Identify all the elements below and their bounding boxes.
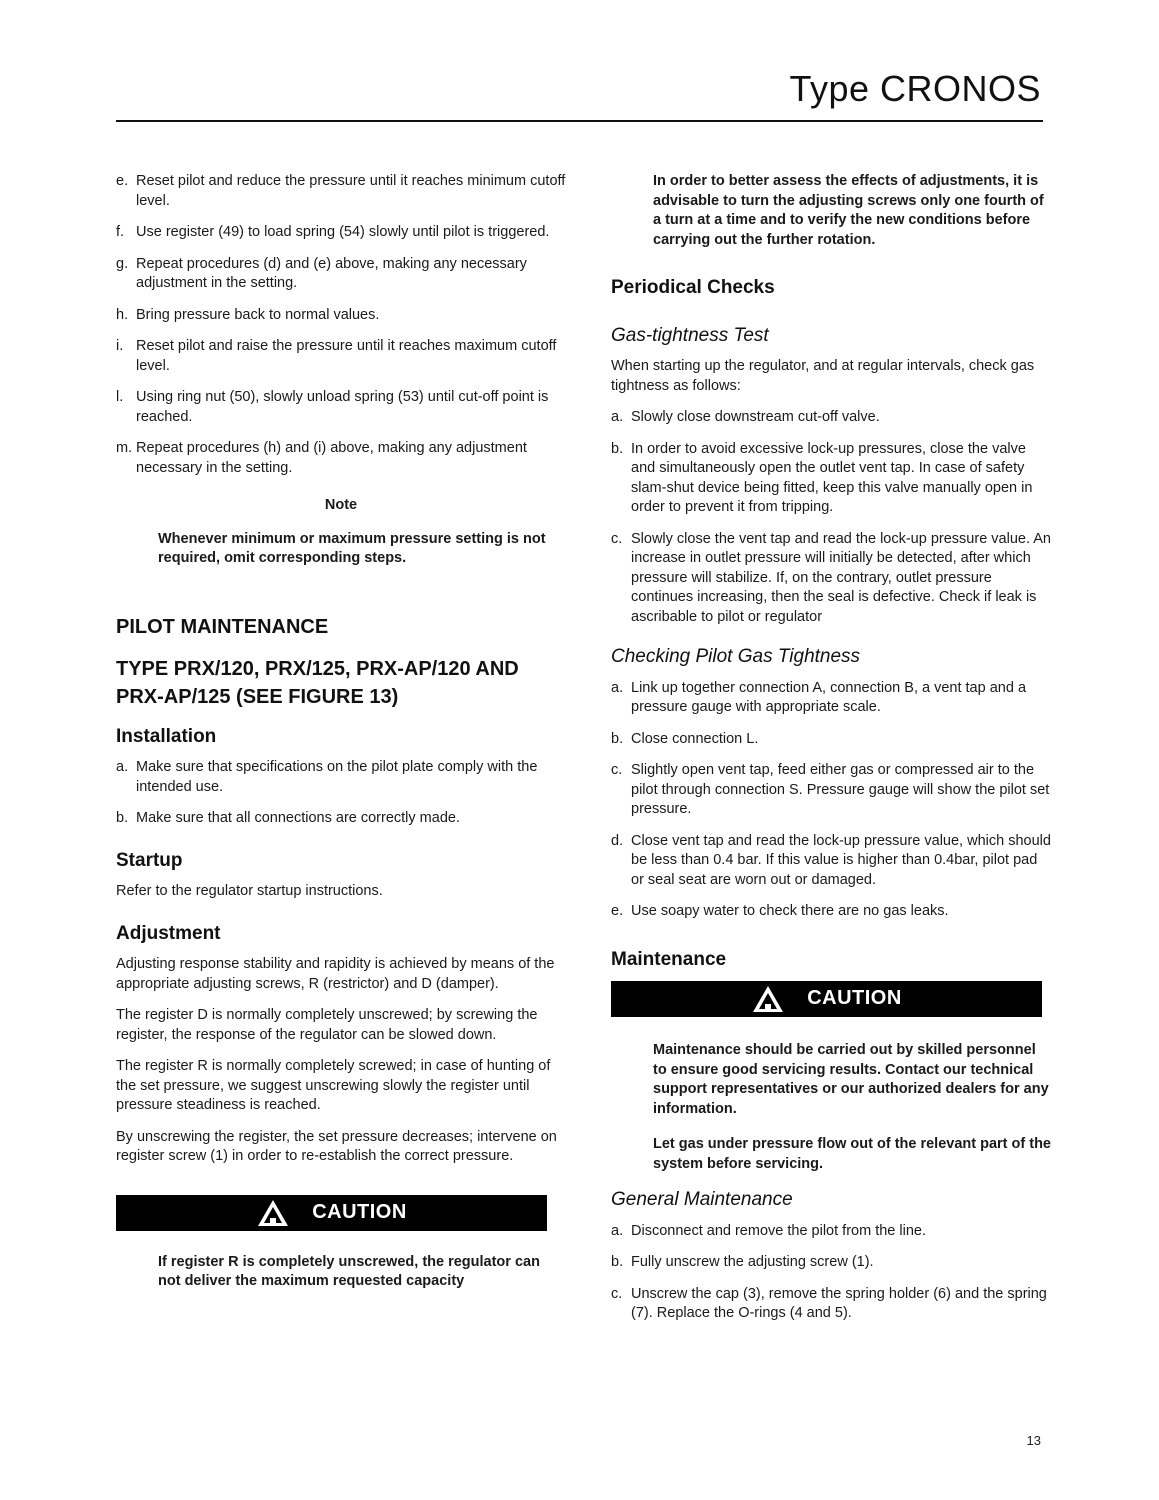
caution-label: CAUTION — [312, 1200, 407, 1223]
list-marker: f. — [116, 224, 125, 240]
list-text: Close connection L. — [631, 730, 759, 747]
caution-label: CAUTION — [807, 987, 902, 1010]
subheading-gas-tightness: Gas-tightness Test — [611, 324, 769, 346]
subheading-maintenance: Maintenance — [611, 948, 727, 970]
subheading-pilot-tightness: Checking Pilot Gas Tightness — [611, 646, 861, 667]
list-marker: l. — [116, 389, 124, 405]
list-text: Reset pilot and reduce the pressure until it reaches minimum cutoff level. — [136, 173, 566, 209]
list-text: Unscrew the cap (3), remove the spring holder (6) and the spring (7). Replace the O-rings (4 and 5). — [631, 1285, 1047, 1321]
list-item — [611, 1222, 1051, 1242]
adjustment-paragraph: Adjusting response stability and rapidity is achieved by means of the appropriate adjusting screws, R (restrictor) and D (damper). — [116, 956, 555, 992]
note-title: Note — [324, 497, 358, 513]
list-item — [611, 832, 1051, 891]
list-item — [116, 255, 566, 294]
note-text: Whenever minimum or maximum pressure setting is not required, omit corresponding steps. — [158, 530, 546, 566]
intro-bold-text: In order to better assess the effects of adjustments, it is advisable to turn the adjusting screws only one fourth of a turn at a time and to verify the new conditions before carrying out the further rotation. — [653, 173, 1044, 248]
adjustment-paragraph: The register R is normally completely screwed; in case of hunting of the set pressure, we suggest unscrewing slowly the register until pressure steadiness is reached. — [116, 1058, 551, 1113]
procedure-list — [116, 172, 566, 478]
subheading-installation: Installation — [116, 725, 217, 747]
list-text: In order to avoid excessive lock-up pressures, close the valve and simultaneously open the outlet vent tap. In case of safety slam-shut device being fitted, keep this valve manually open in order to prevent it from tripping. — [631, 440, 1033, 515]
list-text: Repeat procedures (h) and (i) above, making any adjustment necessary in the setting. — [136, 440, 527, 476]
header-rule — [116, 120, 1043, 122]
list-item — [611, 408, 1051, 428]
list-item — [116, 439, 566, 478]
list-item — [116, 172, 566, 211]
list-marker: e. — [611, 903, 624, 919]
list-text: Reset pilot and raise the pressure until it reaches maximum cutoff level. — [136, 338, 557, 374]
list-text: Slightly open vent tap, feed either gas or compressed air to the pilot through connection S. Pressure gauge will show the pilot set pressure. — [631, 762, 1050, 817]
section-heading-type: TYPE PRX/120, PRX/125, PRX-AP/120 AND PRX-AP/125 (SEE FIGURE 13) — [116, 657, 519, 708]
list-item — [116, 337, 566, 376]
list-text: Bring pressure back to normal values. — [136, 306, 380, 323]
list-item — [611, 1285, 1051, 1324]
caution-text: If register R is completely unscrewed, the regulator can not deliver the maximum requested capacity — [158, 1253, 540, 1289]
list-text: Make sure that specifications on the pilot plate comply with the intended use. — [136, 759, 538, 795]
list-marker: c. — [611, 762, 623, 778]
list-text: Use soapy water to check there are no gas leaks. — [631, 903, 949, 919]
list-marker: b. — [611, 440, 624, 457]
list-text: Link up together connection A, connection B, a vent tap and a pressure gauge with appropriate scale. — [631, 679, 1027, 715]
list-item — [611, 902, 1051, 922]
list-text: Disconnect and remove the pilot from the line. — [631, 1222, 926, 1239]
list-marker: c. — [611, 1285, 623, 1302]
list-item — [611, 1253, 1051, 1273]
adjustment-paragraph: The register D is normally completely unscrewed; by screwing the register, the response of the regulator can be slowed down. — [116, 1007, 538, 1043]
list-marker: g. — [116, 255, 129, 272]
left-column — [116, 172, 566, 1292]
list-marker: a. — [116, 759, 129, 775]
caution-banner — [611, 981, 1042, 1017]
list-marker: i. — [116, 338, 124, 354]
list-item — [116, 223, 566, 243]
list-item — [116, 809, 566, 829]
list-item — [116, 388, 566, 427]
list-marker: b. — [116, 810, 129, 826]
list-marker: d. — [611, 832, 624, 849]
maintenance-caution-text: Let gas under pressure flow out of the relevant part of the system before servicing. — [653, 1136, 1051, 1172]
subheading-adjustment: Adjustment — [116, 922, 221, 944]
list-marker: b. — [611, 730, 624, 747]
list-text: Repeat procedures (d) and (e) above, making any necessary adjustment in the setting. — [136, 255, 527, 291]
list-marker: e. — [116, 173, 129, 189]
list-marker: h. — [116, 306, 129, 323]
list-marker: c. — [611, 530, 623, 547]
list-marker: b. — [611, 1254, 624, 1270]
startup-text: Refer to the regulator startup instructions. — [116, 883, 383, 899]
list-item — [611, 530, 1051, 628]
page-number: 13 — [1026, 1433, 1041, 1448]
page-title: Type CRONOS — [789, 68, 1041, 109]
list-item — [611, 679, 1051, 718]
list-item — [611, 761, 1051, 820]
list-item — [611, 440, 1051, 518]
right-column — [611, 172, 1051, 1336]
list-item — [116, 758, 566, 797]
list-item — [611, 730, 1051, 750]
maintenance-caution-text: Maintenance should be carried out by skilled personnel to ensure good servicing results. Contact our technical support representatives or our authorized dealers for any information. — [653, 1042, 1049, 1117]
section-heading-pilot-maintenance: PILOT MAINTENANCE — [116, 615, 329, 638]
list-marker: a. — [611, 679, 624, 696]
list-text: Fully unscrew the adjusting screw (1). — [631, 1254, 874, 1270]
section-heading-periodical-checks: Periodical Checks — [611, 277, 775, 298]
list-text: Use register (49) to load spring (54) slowly until pilot is triggered. — [136, 224, 550, 240]
list-item — [116, 306, 566, 326]
warning-icon — [751, 984, 785, 1014]
warning-icon — [256, 1198, 290, 1228]
gas-tightness-intro: When starting up the regulator, and at regular intervals, check gas tightness as follows: — [611, 358, 1035, 394]
caution-banner — [116, 1195, 547, 1231]
list-marker: a. — [611, 409, 624, 425]
list-text: Slowly close the vent tap and read the lock-up pressure value. An increase in outlet pressure will initially be detected, after which pressure will stabilize. If, on the contrary, outlet pressure continues increasing, then the seal is defective. Check if leak is ascribable to pilot or regulator — [631, 530, 1051, 625]
list-text: Using ring nut (50), slowly unload spring (53) until cut-off point is reached. — [136, 389, 549, 425]
list-text: Close vent tap and read the lock-up pressure value, which should be less than 0.4 bar. If this value is higher than 0.4bar, pilot pad or seal seat are worn out or damaged. — [631, 832, 1051, 888]
subheading-general-maintenance: General Maintenance — [611, 1189, 793, 1210]
list-marker: m. — [116, 440, 133, 456]
subheading-startup: Startup — [116, 849, 183, 871]
list-marker: a. — [611, 1222, 624, 1239]
list-text: Slowly close downstream cut-off valve. — [631, 409, 880, 425]
adjustment-paragraph: By unscrewing the register, the set pressure decreases; intervene on register screw (1) in order to re-establish the correct pressure. — [116, 1128, 557, 1164]
list-text: Make sure that all connections are correctly made. — [136, 810, 460, 826]
